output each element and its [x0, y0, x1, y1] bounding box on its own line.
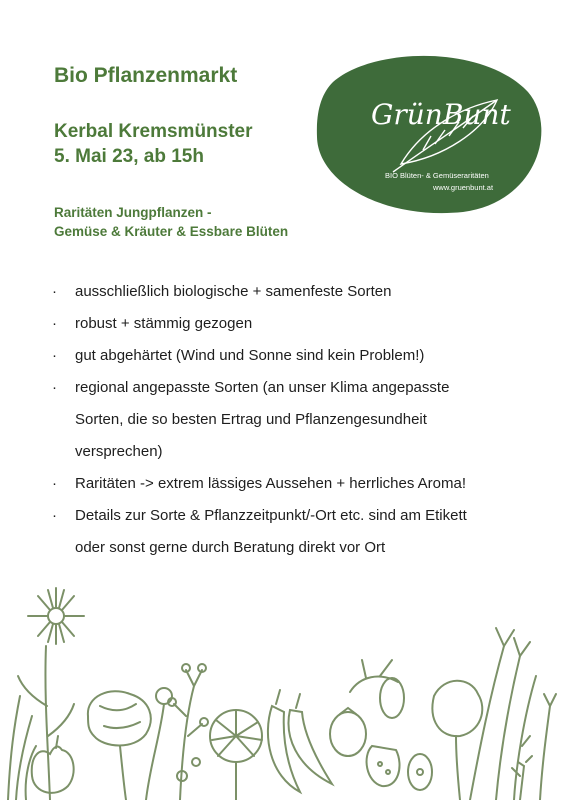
bullet-dot: · [52, 507, 57, 524]
list-item [52, 276, 532, 308]
event-date: 5. Mai 23, ab 15h [54, 146, 204, 167]
herb-icon [168, 664, 208, 800]
list-item [52, 468, 532, 500]
subtitle-line-2: Gemüse & Kräuter & Essbare Blüten [54, 224, 289, 239]
page-title: Bio Pflanzenmarkt [54, 64, 238, 87]
list-item-text: Sorten, die so besten Ertrag und Pflanzengesundheit [75, 411, 427, 428]
event-subtitle [54, 203, 288, 241]
list-item-text: regional angepasste Sorten (an unser Klima angepasste [75, 379, 450, 396]
cosmos-icon [210, 710, 262, 800]
list-item-text: gut abgehärtet (Wind und Sonne sind kein Problem!) [75, 347, 425, 364]
brand-logo [313, 52, 549, 216]
event-info [54, 119, 253, 169]
fig-icon [367, 746, 432, 790]
bullet-dot: · [52, 475, 57, 492]
pepper-icon [32, 736, 74, 793]
tomato-icon [330, 660, 404, 756]
bullet-dot: · [52, 315, 57, 332]
list-item [52, 340, 532, 372]
bullet-dot: · [52, 347, 57, 364]
brand-tagline: BIO Blüten- & Gemüseraritäten [385, 171, 489, 180]
list-item [52, 500, 532, 564]
subtitle-line-1: Raritäten Jungpflanzen - [54, 205, 212, 220]
list-item-text: oder sonst gerne durch Beratung direkt vor Ort [75, 539, 386, 556]
venue-name: Kerbal Kremsmünster [54, 121, 253, 142]
bullet-dot: · [52, 283, 57, 300]
list-item-text: Raritäten -> extrem lässiges Aussehen + herrliches Aroma! [75, 475, 467, 492]
brand-url: www.gruenbunt.at [433, 183, 494, 192]
list-item-text: robust + stämmig gezogen [75, 315, 253, 332]
feature-list [52, 276, 532, 564]
list-item-text: Details zur Sorte & Pflanzzeitpunkt/-Ort etc. sind am Etikett [75, 507, 467, 524]
plant-illustration [0, 586, 562, 800]
list-item-text: ausschließlich biologische + samenfeste Sorten [75, 283, 392, 300]
list-item-text: versprechen) [75, 443, 163, 460]
list-item [52, 308, 532, 340]
poppy-icon [88, 688, 172, 800]
bullet-dot: · [52, 379, 57, 396]
brand-name: GrünBunt [371, 98, 511, 131]
list-item [52, 372, 532, 468]
chili-icon [268, 690, 332, 792]
